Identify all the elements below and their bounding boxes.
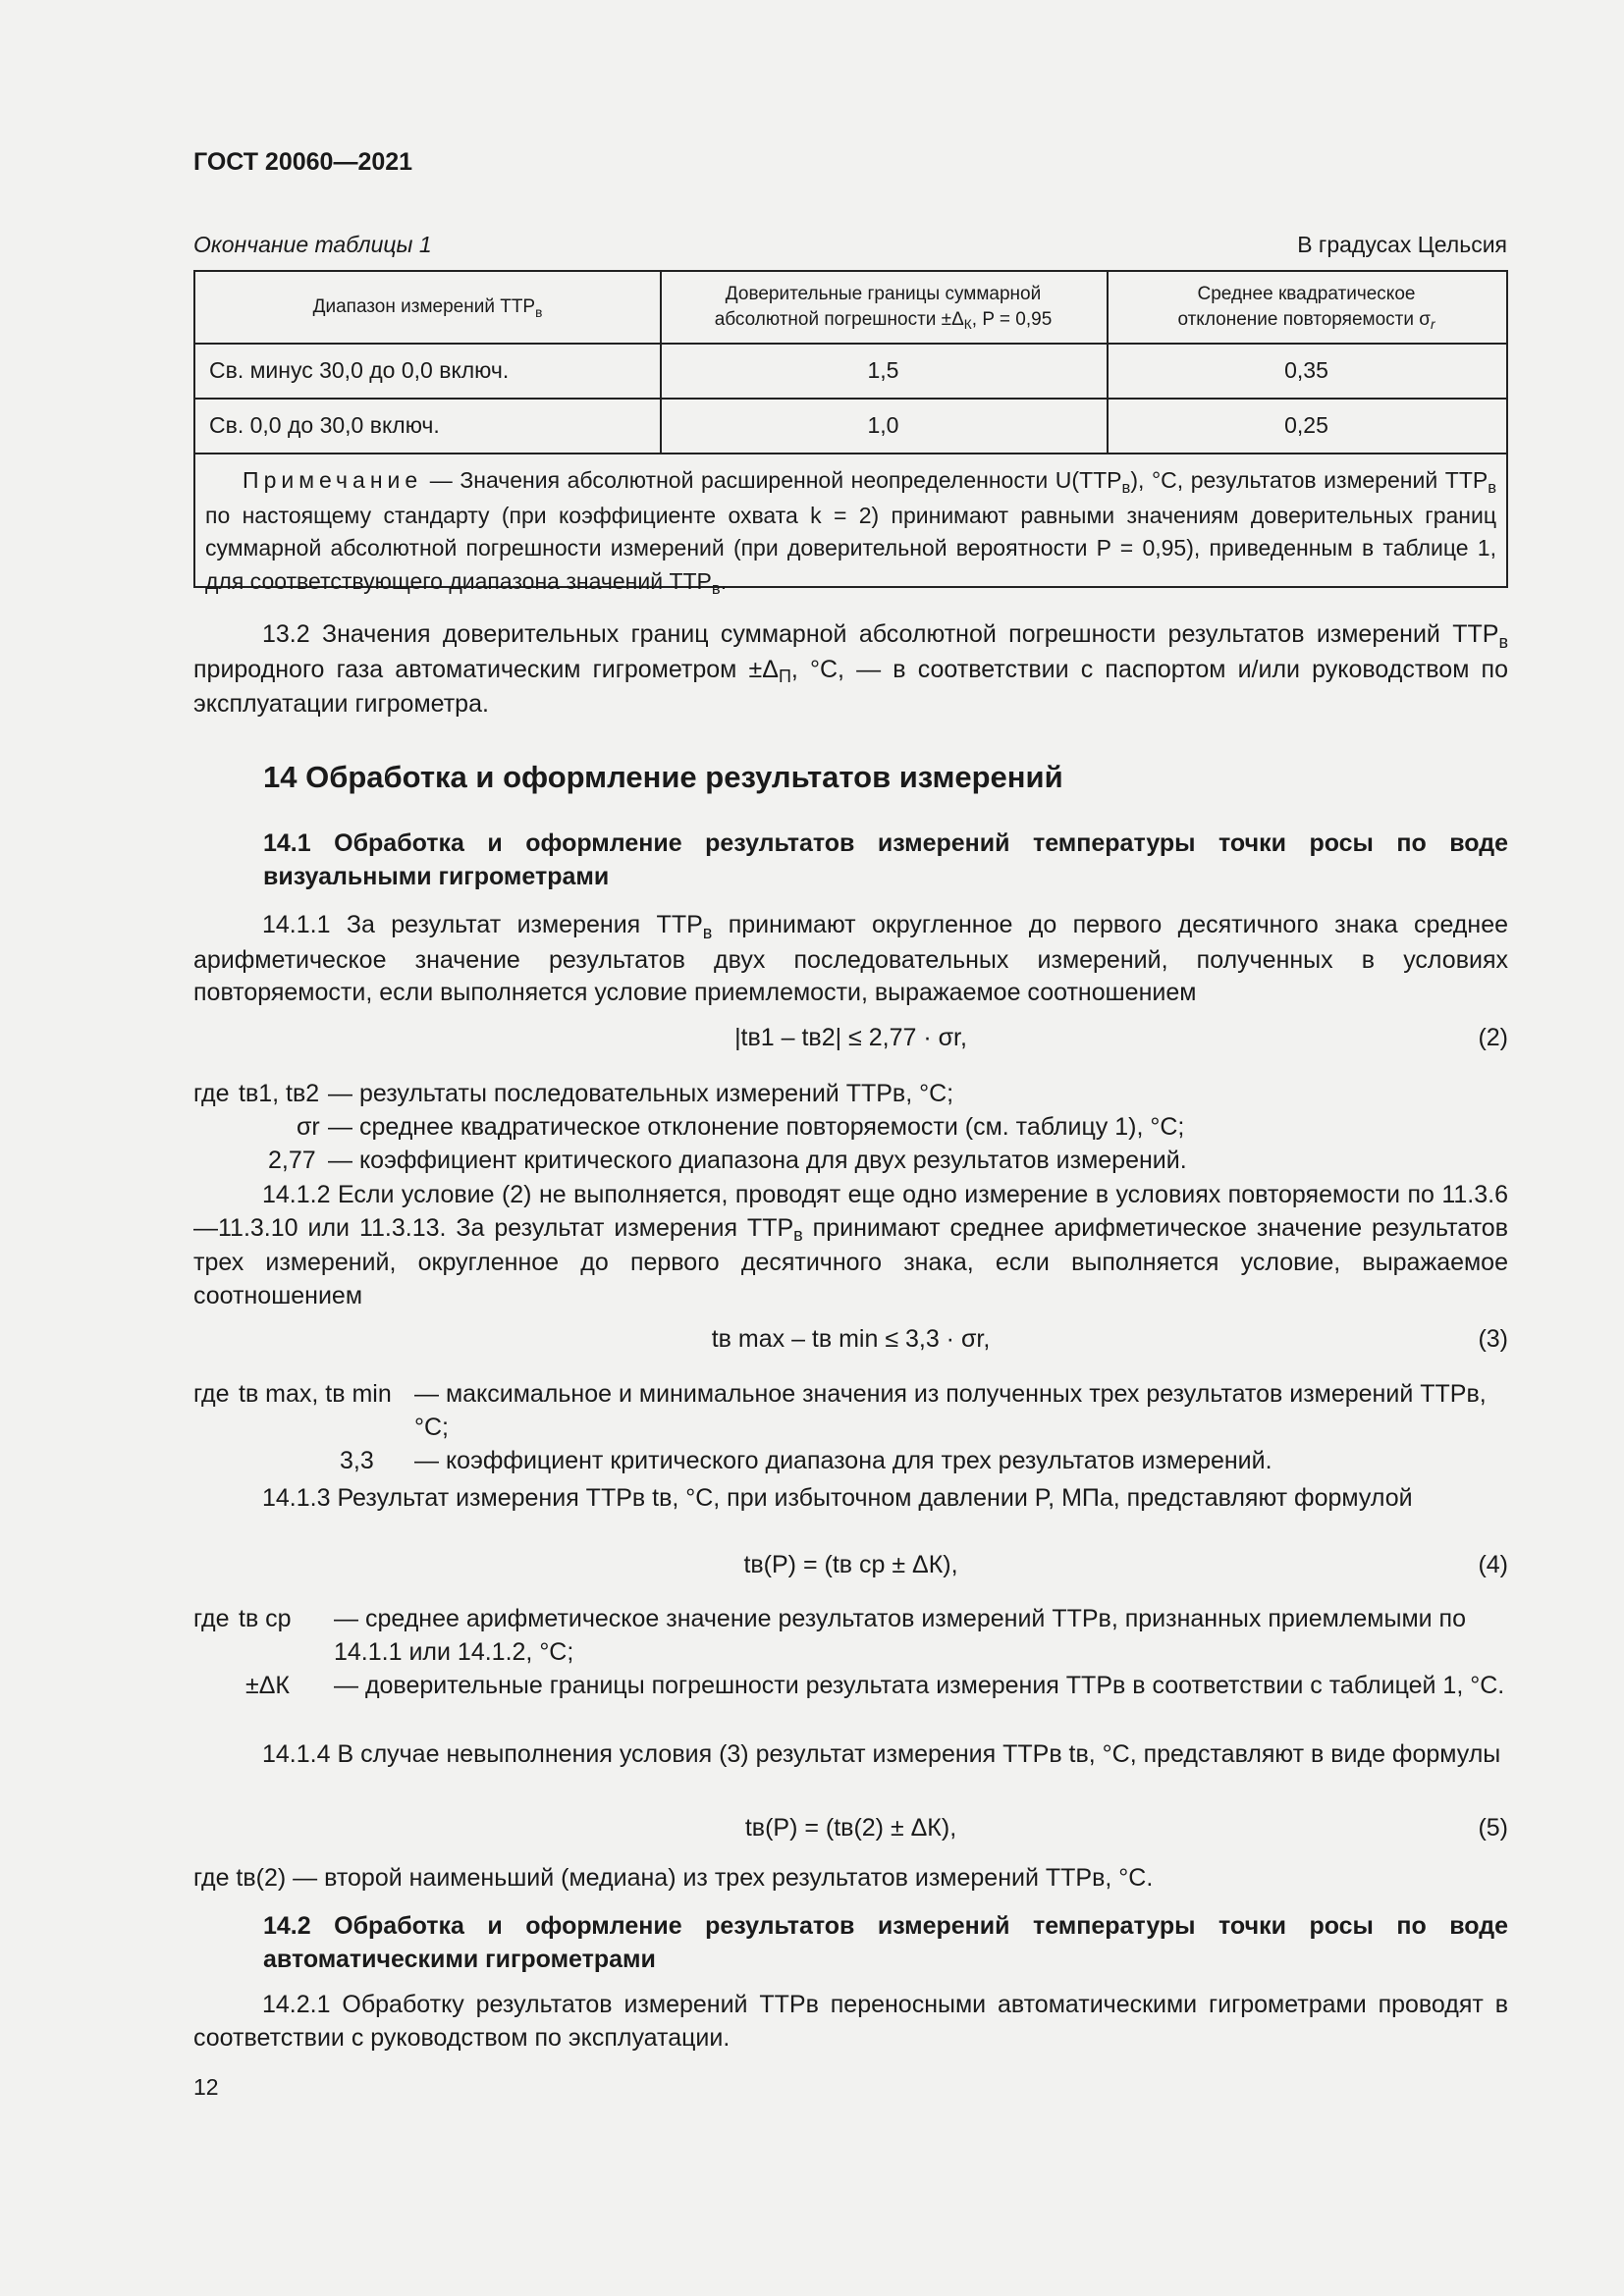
where-2-term-1: tв1, tв2 [239,1080,320,1107]
where-2-term-2: σr [297,1113,320,1141]
table-header-delta: Доверительные границы суммарной абсолютной погрешности $\pm\Delta_К$, P = 0,95 [714,284,1053,333]
formula-3: tв max – tв min ≤ 3,3 · σr, [711,1325,991,1353]
p13-2-text-b: природного газа автоматическим гигрометром ±Δ [193,655,779,683]
formula-2: |tв1 – tв2| ≤ 2,77 · σr, [734,1024,967,1051]
formula-5: tв(P) = (tв(2) ± ΔК), [744,1814,957,1842]
paragraph-14-1-3: 14.1.3 Результат измерения ТТРв tв, °С, при избыточном давлении P, МПа, представляют формулой [262,1484,1413,1512]
formula-3-number: (3) [1478,1325,1508,1353]
p14-1-1-text-a: 14.1.1 За результат измерения ТТР [262,911,703,938]
where-3-prefix: где [193,1380,230,1408]
where-3-def-1: — максимальное и минимальное значения из полученных трех результатов измерений ТТРв, °С; [414,1380,1487,1441]
section-14-heading: 14 Обработка и оформление результатов измерений [263,760,1063,794]
note-text-a: — Значения абсолютной расширенной неопределенности U(ТТР [422,467,1122,493]
paragraph-14-1-4: 14.1.4 В случае невыполнения условия (3) результат измерения ТТРв tв, °С, представляют в виде формулы [262,1740,1501,1768]
note-text-d: . [720,567,728,594]
where-4-def-2: — доверительные границы погрешности результата измерения ТТРв в соответствии с таблицей 1, °С. [334,1672,1505,1699]
p14-1-2-text-b: принимают среднее арифметическое значение результатов трех измерений, округленное до первого десятичного знака, если выполняется условие, выражаемое соотношением [193,1213,1508,1309]
subsection-14-1-heading: 14.1 Обработка и оформление результатов измерений температуры точки росы по воде визуальными гигрометрами [263,829,1508,890]
formula-4: tв(P) = (tв ср ± ΔК), [743,1551,958,1578]
table-row-1-sigma: 0,35 [1284,356,1328,383]
where-4-def-1: — среднее арифметическое значение результатов измерений ТТРв, признанных приемлемыми по 14.1.1 или 14.1.2, °С; [334,1605,1467,1666]
where-3-term-2: 3,3 [340,1447,374,1474]
paragraph-13-2: 13.2 Значения доверительных границ суммарной абсолютной погрешности результатов измерений $ТТР_в$ природного газа автоматическим гигрометром $\pm\Delta_П$, °С, — в соответствии с паспортом и/или руководством по эксплуатации гигрометра. [193,620,1508,718]
paragraph-14-2-1: 14.2.1 Обработку результатов измерений ТТРв переносными автоматическими гигрометрами проводят в соответствии с руководством по эксплуатации. [193,1991,1508,2052]
p13-2-text-c: , °С, — в соответствии с паспортом и/или руководством по эксплуатации гигрометра. [193,655,1508,718]
where-4-term-1: tв ср [239,1605,292,1632]
formula-4-number: (4) [1478,1551,1508,1578]
table-continuation-caption: Окончание таблицы 1 [193,232,432,257]
table-header-range: Диапазон измерений $ТТР_в$ [312,296,543,320]
table-header-sigma: Среднее квадратическое отклонение повторяемости $\sigma_r$ [1177,284,1435,333]
where-2-term-3: 2,77 [268,1147,316,1174]
table-units: В градусах Цельсия [1297,232,1507,257]
where-4-prefix: где [193,1605,230,1632]
header-delta-line1: Доверительные границы суммарной [725,284,1042,305]
measurement-table [193,270,1508,598]
where-5: где tв(2) — второй наименьший (медиана) из трех результатов измерений ТТРв, °С. [193,1864,1154,1892]
table-row-2-range: Св. 0,0 до 30,0 включ. [209,411,440,438]
note-text-c: по настоящему стандарту (при коэффициенте охвата k = 2) принимают равными значениям доверительных границ суммарной абсолютной погрешности измерений (при доверительной вероятности P = 0,95), приведенным в таблице 1, для соответствующего диапазона значений ТТР [205,502,1496,594]
header-sigma-line1: Среднее квадратическое [1197,284,1416,305]
where-3-def-2: — коэффициент критического диапазона для трех результатов измерений. [414,1447,1272,1474]
header-sigma-line2: отклонение повторяемости σ [1177,309,1431,330]
note-label: Примечание [243,467,423,493]
paragraph-14-1-2: 14.1.2 Если условие (2) не выполняется, проводят еще одно измерение в условиях повторяемости по 11.3.6—11.3.10 или 11.3.13. За результат измерения $ТТР_в$ принимают среднее арифметическое значение результатов трех измерений, округленное до первого десятичного знака, если выполняется условие, выражаемое соотношением [193,1181,1508,1309]
p14-1-2-text-a: 14.1.2 Если условие (2) не выполняется, проводят еще одно измерение в условиях повторяемости по 11.3.6—11.3.10 или 11.3.13. За результат измерения ТТР [193,1181,1508,1242]
table-note: Примечание — Значения абсолютной расширенной неопределенности $U(ТТР_в)$, °С, результатов измерений $ТТР_в$ по настоящему стандарту (при коэффициенте охвата k = 2) принимают равными значениям доверительных границ суммарной абсолютной погрешности измерений (при доверительной вероятности P = 0,95), приведенным в таблице 1, для соответствующего диапазона значений $ТТР_в$. [205,467,1497,598]
formula-2-number: (2) [1478,1024,1508,1051]
where-2-def-3: — коэффициент критического диапазона для двух результатов измерений. [328,1147,1187,1174]
where-2-def-2: — среднее квадратическое отклонение повторяемости (см. таблицу 1), °С; [328,1113,1185,1141]
subsection-14-2-heading: 14.2 Обработка и оформление результатов измерений температуры точки росы по воде автоматическими гигрометрами [263,1912,1508,1973]
page-number: 12 [193,2074,219,2100]
table-divider [195,453,1506,454]
where-3-term-1: tв max, tв min [239,1380,392,1408]
document-code: ГОСТ 20060—2021 [193,148,413,176]
p13-2-text-a: 13.2 Значения доверительных границ суммарной абсолютной погрешности результатов измерений ТТР [262,620,1499,648]
table-row-1-range: Св. минус 30,0 до 0,0 включ. [209,356,510,383]
where-4-term-2: ±ΔК [245,1672,290,1699]
table-row-2-delta: 1,0 [867,411,899,438]
table-row-1-delta: 1,5 [867,356,899,383]
where-2-prefix: где [193,1080,230,1107]
note-text-b: ), °С, результатов измерений ТТР [1130,467,1489,493]
header-range-label: Диапазон измерений ТТР [312,296,536,318]
table-row-2-sigma: 0,25 [1284,411,1328,438]
paragraph-14-1-1: 14.1.1 За результат измерения $ТТР_в$ принимают округленное до первого десятичного знака среднее арифметическое значение результатов двух последовательных измерений, полученных в условиях повторяемости, если выполняется условие приемлемости, выражаемое соотношением [193,911,1509,1006]
header-delta-line2: абсолютной погрешности ±Δ [714,309,964,330]
where-2-def-1: — результаты последовательных измерений ТТРв, °С; [328,1080,954,1107]
p14-1-1-text-b: принимают округленное до первого десятичного знака среднее арифметическое значение результатов двух последовательных измерений, полученных в условиях повторяемости, если выполняется условие приемлемости, выражаемое соотношением [193,911,1509,1006]
header-delta-tail: , P = 0,95 [971,309,1053,330]
formula-5-number: (5) [1478,1814,1508,1842]
